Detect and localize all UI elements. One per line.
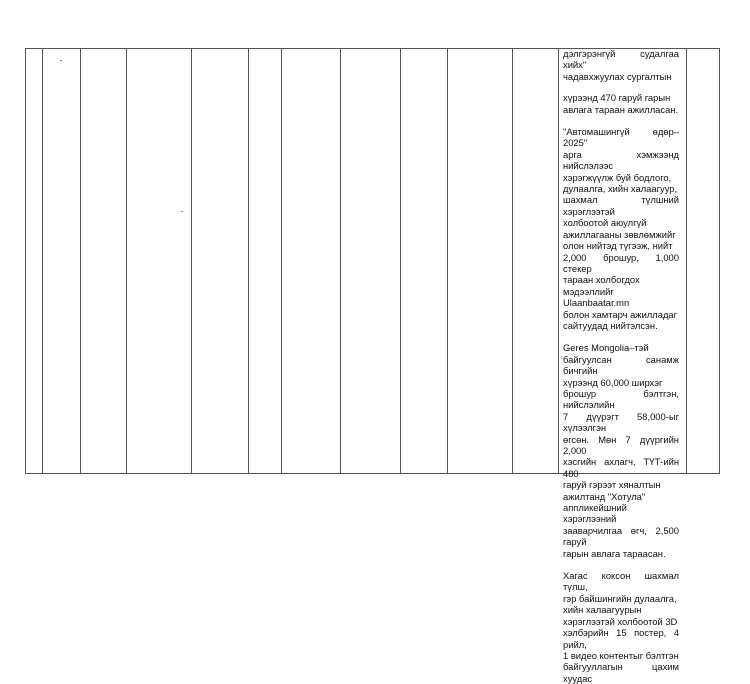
table-column-border <box>281 48 282 474</box>
table-column-border <box>248 48 249 474</box>
table-column-border <box>191 48 192 474</box>
table-column-border <box>80 48 81 474</box>
table-column-border <box>447 48 448 474</box>
table-column-border <box>558 48 559 474</box>
table-column-border <box>400 48 401 474</box>
scan-speck <box>181 211 183 212</box>
table-column-border <box>686 48 687 474</box>
cell-paragraph: "Автомашингүй өдөр–2025" арга хэмжээнд нийслэлээс хэрэгжүүлж буй бодлого, дулаалга, хийн халаагуур, шахмал түлшний хэрэглээтэй холбоотой аюулгүй ажиллагааны зөвлөмжийг олон нийтэд түгээж, нийт 2,000 брошур, 1,000 стекер тараан холбогдох мэдээллийг Ulaanbaatar.mn болон хамтарч ажилладаг сайтуудад нийтэлсэн. <box>563 126 679 331</box>
scan-speck <box>60 60 62 61</box>
table-text-cell <box>563 48 679 684</box>
table-column-border <box>512 48 513 474</box>
table-column-border <box>340 48 341 474</box>
table-column-border <box>42 48 43 474</box>
table-column-border <box>126 48 127 474</box>
table-column-border <box>25 48 26 474</box>
table-column-border <box>719 48 720 474</box>
cell-paragraph: Хагас коксон шахмал түлш, гэр байшингийн дулаалга, хийн халаагуурын хэрэглээтэй холбоотой 3D хэлбэрийн 15 постер, 4 рийл, 1 видео контентыг бэлтгэн байгууллагын цахим хуудас <box>563 570 679 684</box>
cell-paragraph: Geres Mongolia–тэй байгуулсан санамж бичгийн хүрээнд 60,000 ширхэг брошур бэлтгэн, нийслэлийн 7 дүүрэгт 58,000-ыг хүлээлгэн өгсөн. Мөн 7 дүүргийн 2,000 хэсгийн ахлагч, ТҮТ-ийн 480 гаруй гэрээт хяналтын ажилтанд "Хотула" аппликейшний хэрэглээний зааварчилгаа өгч, 2,500 гаруй гарын авлага тараасан. <box>563 342 679 559</box>
cell-paragraph: дэлгэрэнгүй судалгаа хийх" чадавхжуулах сургалтын <box>563 48 679 82</box>
cell-paragraph: хүрээнд 470 гаруй гарын авлага тараан ажилласан. <box>563 92 679 115</box>
